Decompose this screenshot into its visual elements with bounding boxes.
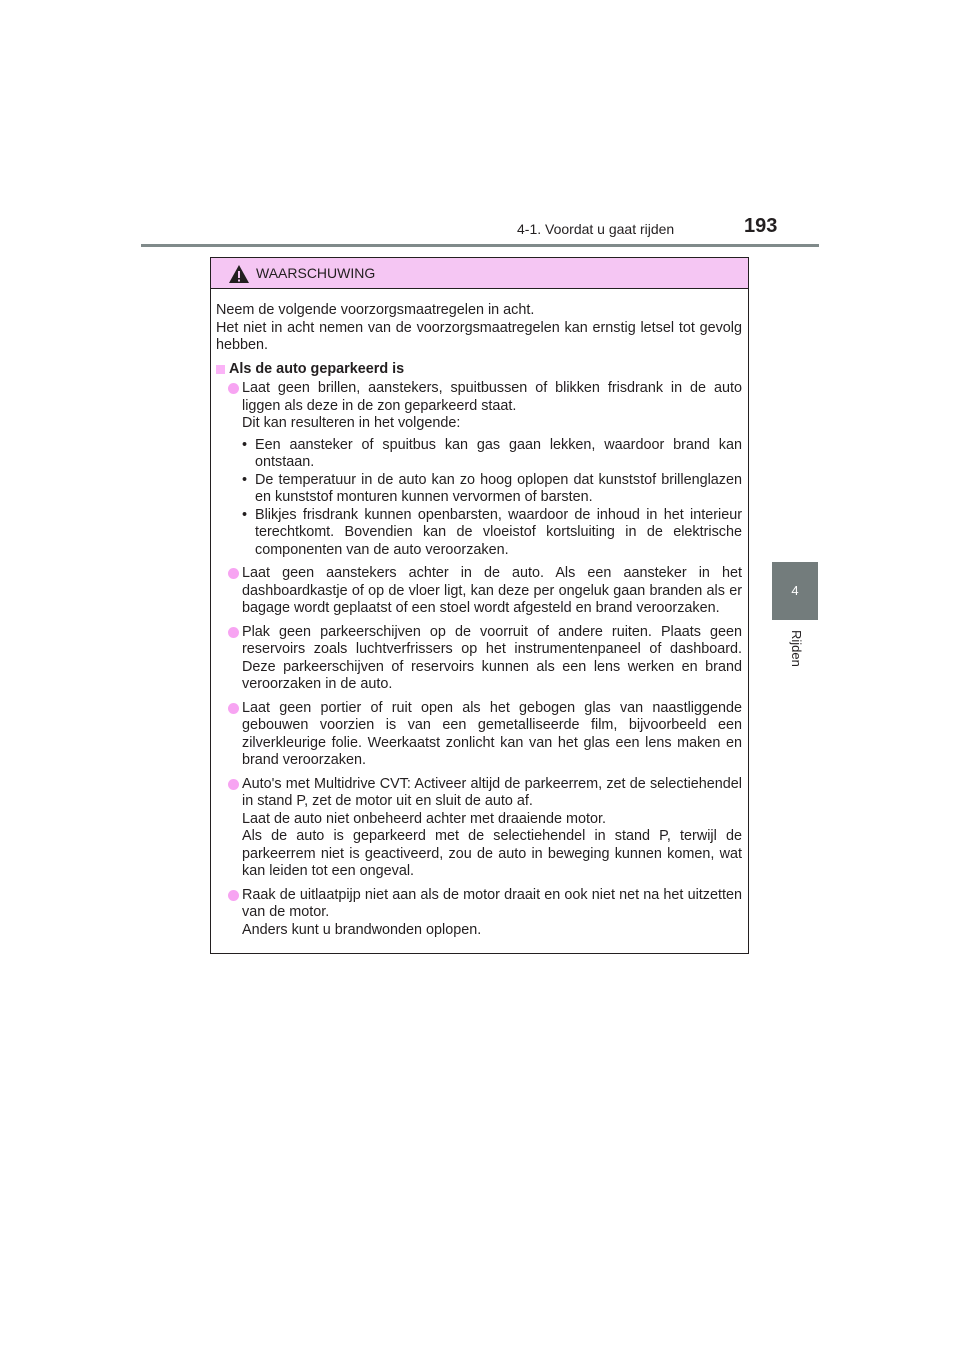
header-divider <box>141 244 819 247</box>
warning-header <box>211 258 748 289</box>
warning-item: Raak de uitlaatpijp niet aan als de motor draait en ook niet net na het uitzetten van de motor. Anders kunt u brandwonden oplopen. <box>216 887 742 940</box>
bullet-dot-icon <box>228 383 239 394</box>
warning-item: Auto's met Multidrive CVT: Activeer altijd de parkeerrem, zet de selectiehendel in stand P, zet de motor uit en sluit de auto af. Laat de auto niet onbeheerd achter met draaiende motor. Als de auto is geparkeerd met de selectiehendel in stand P, terwijl de parkeerrem niet is geactiveerd, zou de auto in beweging kunnen komen, wat kan leiden tot een ongeval. <box>216 776 742 881</box>
bullet-dot-icon <box>228 779 239 790</box>
intro-line: Neem de volgende voorzorgsmaatregelen in acht. <box>216 302 535 318</box>
square-bullet-icon <box>216 365 225 374</box>
warning-item: Plak geen parkeerschijven op de voorruit of andere ruiten. Plaats geen reservoirs zoals luchtverfrissers op het instrumentenpaneel of dashboard. Deze parkeerschijven of reservoirs kunnen als een lens werken en brand veroorzaken in de auto. <box>216 624 742 694</box>
bullet-dot-icon <box>228 627 239 638</box>
warning-item: Laat geen portier of ruit open als het gebogen glas van naastliggende gebouwen voorzien is van een gemetalliseerde film, bijvoorbeeld een zilverkleurige folie. Weerkaatst zonlicht kan van het glas een lens maken en brand veroorzaken. <box>216 700 742 770</box>
bullet-dot-icon <box>228 890 239 901</box>
warning-triangle-icon <box>228 264 250 284</box>
intro-line: Het niet in acht nemen van de voorzorgsmaatregelen kan ernstig letsel tot gevolg hebben. <box>216 319 742 353</box>
warning-intro <box>216 302 742 355</box>
warning-body <box>211 289 748 939</box>
page-number: 193 <box>744 215 778 237</box>
chapter-tab: 4 <box>772 562 818 620</box>
sub-list <box>242 437 742 560</box>
bullet-dot-icon <box>228 568 239 579</box>
bullet-dot-icon <box>228 703 239 714</box>
chapter-label: Rijden <box>789 630 804 667</box>
section-title: 4-1. Voordat u gaat rijden <box>517 221 675 237</box>
warning-items <box>216 380 742 939</box>
section-heading: Als de auto geparkeerd is <box>216 361 742 379</box>
warning-item: Laat geen aanstekers achter in de auto. Als een aansteker in het dashboardkastje of op de vloer ligt, kan deze per ongeluk gaan branden als er bagage wordt geplaatst of een stoel wordt afgesteld en brand veroorzaken. <box>216 565 742 618</box>
warning-item: Laat geen brillen, aanstekers, spuitbussen of blikken frisdrank in de auto liggen als deze in de zon geparkeerd staat. Dit kan resulteren in het volgende: • Een aansteker of spuitbus kan gas gaan lekken, waardoor brand kan ontstaan. • De temperatuur in de auto kan zo hoog oplopen dat kunststof brillenglazen en kunststof monturen kunnen vervormen of barsten. • Blikjes frisdrank kunnen openbarsten, waardoor de inhoud in het interieur terechtkomt. Bovendien kan de vloeistof kortsluiting in de elektrische componenten van de auto veroorzaken. <box>216 380 742 559</box>
warning-box <box>210 257 749 954</box>
sub-item: • Een aansteker of spuitbus kan gas gaan lekken, waardoor brand kan ontstaan. <box>242 436 742 470</box>
sub-item: • De temperatuur in de auto kan zo hoog oplopen dat kunststof brillenglazen en kunststof monturen kunnen vervormen of barsten. <box>242 471 742 505</box>
sub-item: • Blikjes frisdrank kunnen openbarsten, waardoor de inhoud in het interieur terechtkomt. Bovendien kan de vloeistof kortsluiting in de elektrische componenten van de auto veroorzaken. <box>242 506 742 558</box>
warning-title: WAARSCHUWING <box>256 265 376 281</box>
